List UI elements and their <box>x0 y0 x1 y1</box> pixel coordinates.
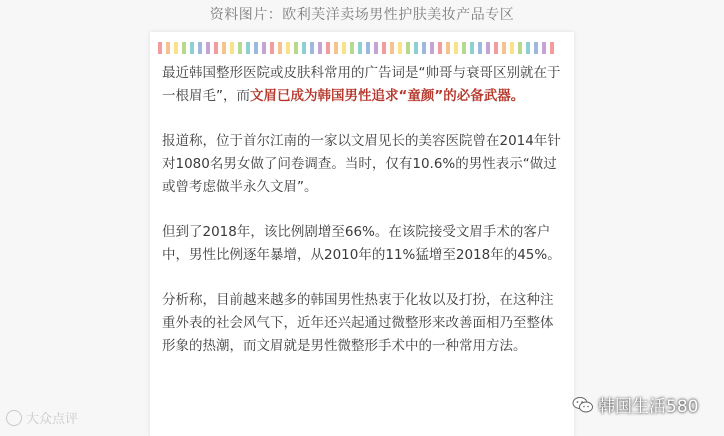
watermark-right <box>572 392 698 417</box>
stripe-segment <box>366 42 370 54</box>
stripe-segment <box>270 42 274 54</box>
paragraph-1-highlight: 文眉已成为韩国男性追求“童颜”的必备武器。 <box>250 88 525 104</box>
stripe-segment <box>254 42 258 54</box>
stripe-segment <box>430 42 434 54</box>
stripe-segment <box>246 42 250 54</box>
stripe-segment <box>334 42 338 54</box>
stripe-segment <box>438 42 442 54</box>
wechat-icon <box>572 396 594 414</box>
stripe-segment <box>166 42 170 54</box>
stripe-segment <box>222 42 226 54</box>
stripe-segment <box>534 42 538 54</box>
stripe-segment <box>158 42 162 54</box>
stripe-segment <box>462 42 466 54</box>
stripe-segment <box>342 42 346 54</box>
stripe-segment <box>214 42 218 54</box>
decorative-stripe-border <box>158 42 566 54</box>
watermark-right-text: 韩国生活580 <box>598 397 699 417</box>
stripe-segment <box>398 42 402 54</box>
stripe-segment <box>206 42 210 54</box>
stripe-segment <box>382 42 386 54</box>
article-body <box>162 62 562 380</box>
paragraph-4: 分析称，目前越来越多的韩国男性热衷于化妆以及打扮，在这种注重外表的社会风气下，近年还兴起通过微整形来改善面相乃至整体形象的热潮，而文眉就是男性微整形手术中的一种常用方法。 <box>162 292 554 354</box>
stripe-segment <box>470 42 474 54</box>
stripe-segment <box>526 42 530 54</box>
stripe-segment <box>318 42 322 54</box>
stripe-segment <box>446 42 450 54</box>
stripe-segment <box>502 42 506 54</box>
watermark-logo-icon <box>6 410 22 426</box>
stripe-segment <box>486 42 490 54</box>
stripe-segment <box>390 42 394 54</box>
paragraph-3: 但到了2018年，该比例剧增至66%。在该院接受文眉手术的客户中，男性比例逐年暴增，从2010年的11%猛增至2018年的45%。 <box>162 224 561 263</box>
stripe-segment <box>262 42 266 54</box>
paragraph-2: 报道称，位于首尔江南的一家以文眉见长的美容医院曾在2014年针对1080名男女做了问卷调查。当时，仅有10.6%的男性表示“做过或曾考虑做半永久文眉”。 <box>162 133 561 195</box>
stripe-segment <box>414 42 418 54</box>
stripe-segment <box>278 42 282 54</box>
watermark-left-text: 大众点评 <box>26 412 79 427</box>
stripe-segment <box>238 42 242 54</box>
stripe-segment <box>510 42 514 54</box>
stripe-segment <box>422 42 426 54</box>
stripe-segment <box>454 42 458 54</box>
stripe-segment <box>174 42 178 54</box>
stripe-segment <box>302 42 306 54</box>
watermark-left <box>6 408 78 427</box>
stripe-segment <box>294 42 298 54</box>
stripe-segment <box>310 42 314 54</box>
stripe-segment <box>406 42 410 54</box>
paragraph-1-text: 最近韩国整形医院或皮肤科常用的广告词是“帅哥与衰哥区别就在于一根眉毛”，而 <box>162 65 561 104</box>
stripe-segment <box>326 42 330 54</box>
paragraph-1 <box>162 62 562 108</box>
stripe-segment <box>478 42 482 54</box>
stripe-segment <box>230 42 234 54</box>
stripe-segment <box>542 42 546 54</box>
stripe-segment <box>518 42 522 54</box>
image-caption: 资料图片：欧利芙洋卖场男性护肤美妆产品专区 <box>209 7 515 23</box>
stripe-segment <box>358 42 362 54</box>
article-card <box>150 32 574 436</box>
stripe-segment <box>550 42 554 54</box>
stripe-segment <box>286 42 290 54</box>
stripe-segment <box>182 42 186 54</box>
stripe-segment <box>374 42 378 54</box>
stripe-segment <box>494 42 498 54</box>
stripe-segment <box>350 42 354 54</box>
stripe-segment <box>198 42 202 54</box>
stripe-segment <box>190 42 194 54</box>
